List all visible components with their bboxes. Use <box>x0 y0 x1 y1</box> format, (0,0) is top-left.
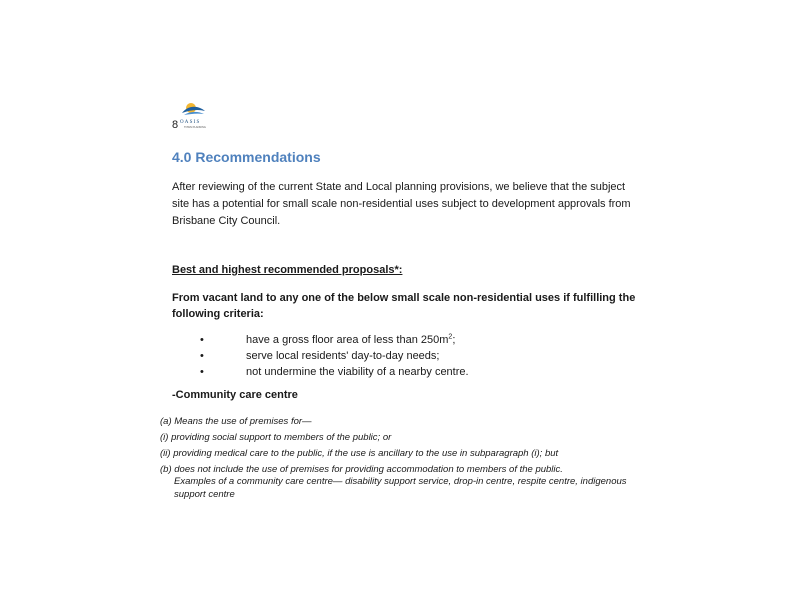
section-heading: 4.0 Recommendations <box>172 149 321 165</box>
list-item <box>200 348 469 364</box>
intro-paragraph: After reviewing of the current State and Local planning provisions, we believe that the subject site has a potential for small scale non-residential uses subject to development approvals from Brisbane City Council. <box>172 181 631 227</box>
oasis-logo-icon <box>178 101 210 131</box>
definition-item: (ii) providing medical care to the public, if the use is ancillary to the use in subparagraph (i); but <box>160 448 559 459</box>
page-number: 8 <box>172 119 179 131</box>
svg-text:TOWN PLANNING: TOWN PLANNING <box>184 126 206 129</box>
definition-item: (a) Means the use of premises for— <box>160 416 312 427</box>
criteria-suffix: ; <box>452 334 456 346</box>
examples-text: Examples of a community care centre— disability support service, drop-in centre, respite centre, indigenous support centre <box>174 476 627 500</box>
bullet-icon: • <box>200 350 204 362</box>
definition-list <box>160 414 563 478</box>
criteria-list <box>200 332 469 380</box>
bullet-icon: • <box>200 334 204 346</box>
definition-item: (i) providing social support to members of the public; or <box>160 432 392 443</box>
criteria-text: have a gross floor area of less than 250m <box>246 334 449 346</box>
criteria-superscript: 2 <box>448 333 453 341</box>
bullet-icon: • <box>200 366 204 378</box>
criteria-text: serve local residents' day-to-day needs; <box>246 350 440 362</box>
criteria-text: not undermine the viability of a nearby centre. <box>246 366 469 378</box>
list-item <box>200 332 469 348</box>
list-item <box>200 364 469 380</box>
definition-item: (b) does not include the use of premises for providing accommodation to members of the public. <box>160 464 563 475</box>
use-title: -Community care centre <box>172 389 298 401</box>
criteria-intro: From vacant land to any one of the below small scale non-residential uses if fulfilling the following criteria: <box>172 292 636 320</box>
svg-text:OASIS: OASIS <box>180 120 201 125</box>
proposals-subheading: Best and highest recommended proposals*: <box>172 264 403 276</box>
